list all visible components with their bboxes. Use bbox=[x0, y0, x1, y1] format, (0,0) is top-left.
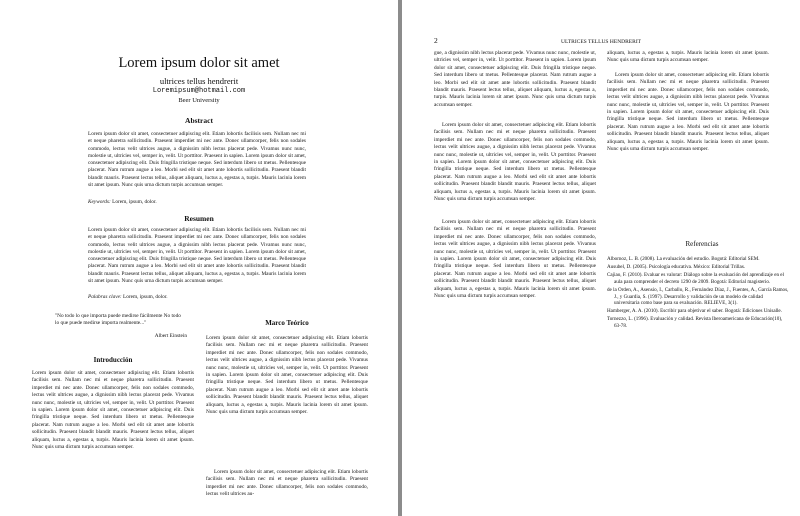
right-col1-para-3: Lorem ipsum dolor sit amet, consectetuer adipiscing elit. Etiam lobortis facilisis sem. Nullam nec mi et neque pharetra sollicitudin. Praesent imperdiet mi nec ante. Donec ullamcorper, felis non sodales commodo, lectus velit ultrices augue, a dignissim nibh lectus placerat pede. Vivamus nunc nunc, molestie ut, ultricies vel, semper in, velit. Ut porttitor. Praesent in sapien. Lorem ipsum dolor sit amet, consectetuer adipiscing elit. Duis fringilla tristique neque. Sed interdum libero ut metus. Pellentesque placerat. Nam rutrum augue a leo. Morbi sed elit sit amet ante lobortis sollicitudin. Praesent blandit blandit mauris. Praesent lectus tellus, aliquet aliquam, luctus a, egestas a, turpis. Mauris lacinia lorem sit amet ipsum. Nunc quis urna dictum turpis accumsan semper. bbox=[434, 219, 596, 300]
palabras-clave-value: Lorem, ipsum, dolor. bbox=[123, 294, 168, 300]
abstract-heading: Abstract bbox=[185, 116, 213, 125]
keywords-value: Lorem, ipsum, dolor. bbox=[112, 199, 157, 205]
marco-teorico-text-1: Lorem ipsum dolor sit amet, consectetuer adipiscing elit. Etiam lobortis facilisis sem. Nullam nec mi et neque pharetra sollicitudin. Praesent imperdiet mi nec ante. Donec ullamcorper, felis non sodales commodo, lectus velit ultrices augue, a dignissim nibh lectus placerat pede. Vivamus nunc nunc, molestie ut, ultricies vel, semper in, velit. Ut porttitor. Praesent in sapien. Lorem ipsum dolor sit amet, consectetuer adipiscing elit. Duis fringilla tristique neque. Sed interdum libero ut metus. Pellentesque placerat. Nam rutrum augue a leo. Morbi sed elit sit amet ante lobortis sollicitudin. Praesent blandit blandit mauris. Praesent lectus tellus, aliquet aliquam, luctus a, egestas a, turpis. Mauris lacinia lorem sit amet ipsum. Nunc quis urna dictum turpis accumsan semper. bbox=[206, 335, 368, 416]
running-head: ULTRICES TELLUS HENDRERIT bbox=[560, 39, 642, 45]
page-left bbox=[0, 0, 398, 516]
reference-item: Albornoz, L. B. (2008). La evaluación del estudio. Bogotá: Editorial SEM. bbox=[607, 256, 760, 262]
page-number: 2 bbox=[434, 36, 438, 45]
references-heading: Referencias bbox=[685, 240, 719, 248]
reference-item: Ausubel, D. (2005). Psicología educativa. México: Editorial Trillas. bbox=[607, 263, 746, 270]
reference-item: Hamberger, A. A. (2010). Escribir para objetivar el saber. Bogotá: Ediciones Unisalle. bbox=[607, 308, 782, 315]
reference-item: Tornezzo, L. (1996). Evaluación y calidad. Revista Iberoamericana de Educación(10), 63-78. bbox=[607, 316, 783, 330]
epigraph-quote: "No todo lo que importa puede medirse fácilmente No todo lo que puede medirse importa realmente..." bbox=[55, 313, 181, 327]
author-name: ultrices tellus hendrerit bbox=[159, 76, 239, 86]
marco-teorico-text-2: Lorem ipsum dolor sit amet, consectetuer adipiscing elit. Etiam lobortis facilisis sem. Nullam nec mi et neque pharetra sollicitudin. Praesent imperdiet mi nec ante. Donec ullamcorper, felis non sodales commodo, lectus velit ultrices au- bbox=[206, 469, 368, 498]
marco-teorico-heading: Marco Teórico bbox=[265, 319, 309, 327]
resumen-text: Lorem ipsum dolor sit amet, consectetuer adipiscing elit. Etiam lobortis facilisis sem. Nullam nec mi et neque pharetra sollicitudin. Praesent imperdiet mi nec ante. Donec ullamcorper, felis non sodales commodo, lectus velit ultrices augue, a dignissim nibh lectus placerat pede. Vivamus nunc nunc, molestie ut, ultricies vel, semper in, velit. Ut porttitor. Praesent in sapien. Lorem ipsum dolor sit amet, consectetuer adipiscing elit. Duis fringilla tristique neque. Sed interdum libero ut metus. Pellentesque placerat. Nam rutrum augue a leo. Morbi sed elit sit amet ante lobortis sollicitudin. Praesent blandit blandit mauris. Praesent lectus tellus, aliquet aliquam, luctus a, egestas a, turpis. Mauris lacinia lorem sit amet ipsum. Nunc quis urna dictum turpis accumsan semper. bbox=[88, 227, 306, 285]
right-col1-para-2: Lorem ipsum dolor sit amet, consectetuer adipiscing elit. Etiam lobortis facilisis sem. Nullam nec mi et neque pharetra sollicitudin. Praesent imperdiet mi nec ante. Donec ullamcorper, felis non sodales commodo, lectus velit ultrices augue, a dignissim nibh lectus placerat pede. Vivamus nunc nunc, molestie ut, ultricies vel, semper in, velit. Ut porttitor. Praesent in sapien. Lorem ipsum dolor sit amet, consectetuer adipiscing elit. Duis fringilla tristique neque. Sed interdum libero ut metus. Pellentesque placerat. Nam rutrum augue a leo. Morbi sed elit sit amet ante lobortis sollicitudin. Praesent blandit blandit mauris. Praesent lectus tellus, aliquet aliquam, luctus a, egestas a, turpis. Mauris lacinia lorem sit amet ipsum. Nunc quis urna dictum turpis accumsan semper. bbox=[434, 122, 596, 203]
introduccion-text: Lorem ipsum dolor sit amet, consectetuer adipiscing elit. Etiam lobortis facilisis sem. Nullam nec mi et neque pharetra sollicitudin. Praesent imperdiet mi nec ante. Donec ullamcorper, felis non sodales commodo, lectus velit ultrices augue, a dignissim nibh lectus placerat pede. Vivamus nunc nunc, molestie ut, ultricies vel, semper in, velit. Ut porttitor. Praesent in sapien. Lorem ipsum dolor sit amet, consectetuer adipiscing elit. Duis fringilla tristique neque. Sed interdum libero ut metus. Pellentesque placerat. Nam rutrum augue a leo. Morbi sed elit sit amet ante lobortis sollicitudin. Praesent blandit blandit mauris. Praesent lectus tellus, aliquet aliquam, luctus a, egestas a, turpis. Mauris lacinia lorem sit amet ipsum. Nunc quis urna dictum turpis accumsan semper. bbox=[32, 370, 194, 451]
epigraph-author: Albert Einstein bbox=[154, 333, 187, 339]
resumen-heading: Resumen bbox=[184, 214, 214, 223]
paper-title: Lorem ipsum dolor sit amet bbox=[118, 55, 280, 71]
abstract-text: Lorem ipsum dolor sit amet, consectetuer adipiscing elit. Etiam lobortis facilisis sem. Nullam nec mi et neque pharetra sollicitudin. Praesent imperdiet mi nec ante. Donec ullamcorper, felis non sodales commodo, lectus velit ultrices augue, a dignissim nibh lectus placerat pede. Vivamus nunc nunc, molestie ut, ultricies vel, semper in, velit. Ut porttitor. Praesent in sapien. Lorem ipsum dolor sit amet, consectetuer adipiscing elit. Duis fringilla tristique neque. Sed interdum libero ut metus. Pellentesque placerat. Nam rutrum augue a leo. Morbi sed elit sit amet ante lobortis sollicitudin. Praesent blandit blandit mauris. Praesent lectus tellus, aliquet aliquam, luctus a, egestas a, turpis. Mauris lacinia lorem sit amet ipsum. Nunc quis urna dictum turpis accumsan semper. bbox=[88, 131, 306, 189]
right-col2-para-1: aliquam, luctus a, egestas a, turpis. Mauris lacinia lorem sit amet ipsum. Nunc quis urna dictum turpis accumsan semper. bbox=[607, 50, 769, 64]
author-university: Beer University bbox=[178, 97, 220, 104]
resumen-keywords bbox=[88, 294, 306, 300]
abstract-keywords bbox=[88, 199, 306, 205]
right-col2-para-2: Lorem ipsum dolor sit amet, consectetuer adipiscing elit. Etiam lobortis facilisis sem. Nullam nec mi et neque pharetra sollicitudin. Praesent imperdiet mi nec ante. Donec ullamcorper, felis non sodales commodo, lectus velit ultrices augue, a dignissim nibh lectus placerat pede. Vivamus nunc nunc, molestie ut, ultricies vel, semper in, velit. Ut porttitor. Praesent in sapien. Lorem ipsum dolor sit amet, consectetuer adipiscing elit. Duis fringilla tristique neque. Sed interdum libero ut metus. Pellentesque placerat. Nam rutrum augue a leo. Morbi sed elit sit amet ante lobortis sollicitudin. Praesent blandit blandit mauris. Praesent lectus tellus, aliquet aliquam, luctus a, egestas a, turpis. Mauris lacinia lorem sit amet ipsum. Nunc quis urna dictum turpis accumsan semper. bbox=[607, 72, 769, 153]
introduccion-heading: Introducción bbox=[93, 356, 133, 364]
author-email: Loremipsum@hotmail.com bbox=[152, 87, 246, 95]
references-list bbox=[607, 256, 789, 331]
keywords-label: Keywords: bbox=[88, 199, 111, 205]
page-right bbox=[402, 0, 800, 516]
reference-item: de la Orden, A., Asensio, I., Carballo, R., Fernández Díaz, J., Fuentes, A., García Ramos, J., y Guardia, S. (1997). Desarrollo y validación de un modelo de calidad universitaria como base para su evaluación. RELIEVE, 3(1). bbox=[607, 286, 789, 307]
right-col1-para-1: gue, a dignissim nibh lectus placerat pede. Vivamus nunc nunc, molestie ut, ultricies vel, semper in, velit. Ut porttitor. Praesent in sapien. Lorem ipsum dolor sit amet, consectetuer adipiscing elit. Duis fringilla tristique neque. Sed interdum libero ut metus. Pellentesque placerat. Nam rutrum augue a leo. Morbi sed elit sit amet ante lobortis sollicitudin. Praesent blandit blandit mauris. Praesent lectus tellus, aliquet aliquam, luctus a, egestas a, turpis. Mauris lacinia lorem sit amet ipsum. Nunc quis urna dictum turpis accumsan semper. bbox=[434, 50, 596, 108]
reference-item: Cajiao, F. (2010). Evaluar es valorar: Diálogo sobre la evaluación del aprendizaje en el aula para comprender el decreto 1290 de 2009. Bogotá: Editorial magisterio. bbox=[607, 271, 784, 285]
palabras-clave-label: Palabras clave: bbox=[88, 294, 122, 300]
